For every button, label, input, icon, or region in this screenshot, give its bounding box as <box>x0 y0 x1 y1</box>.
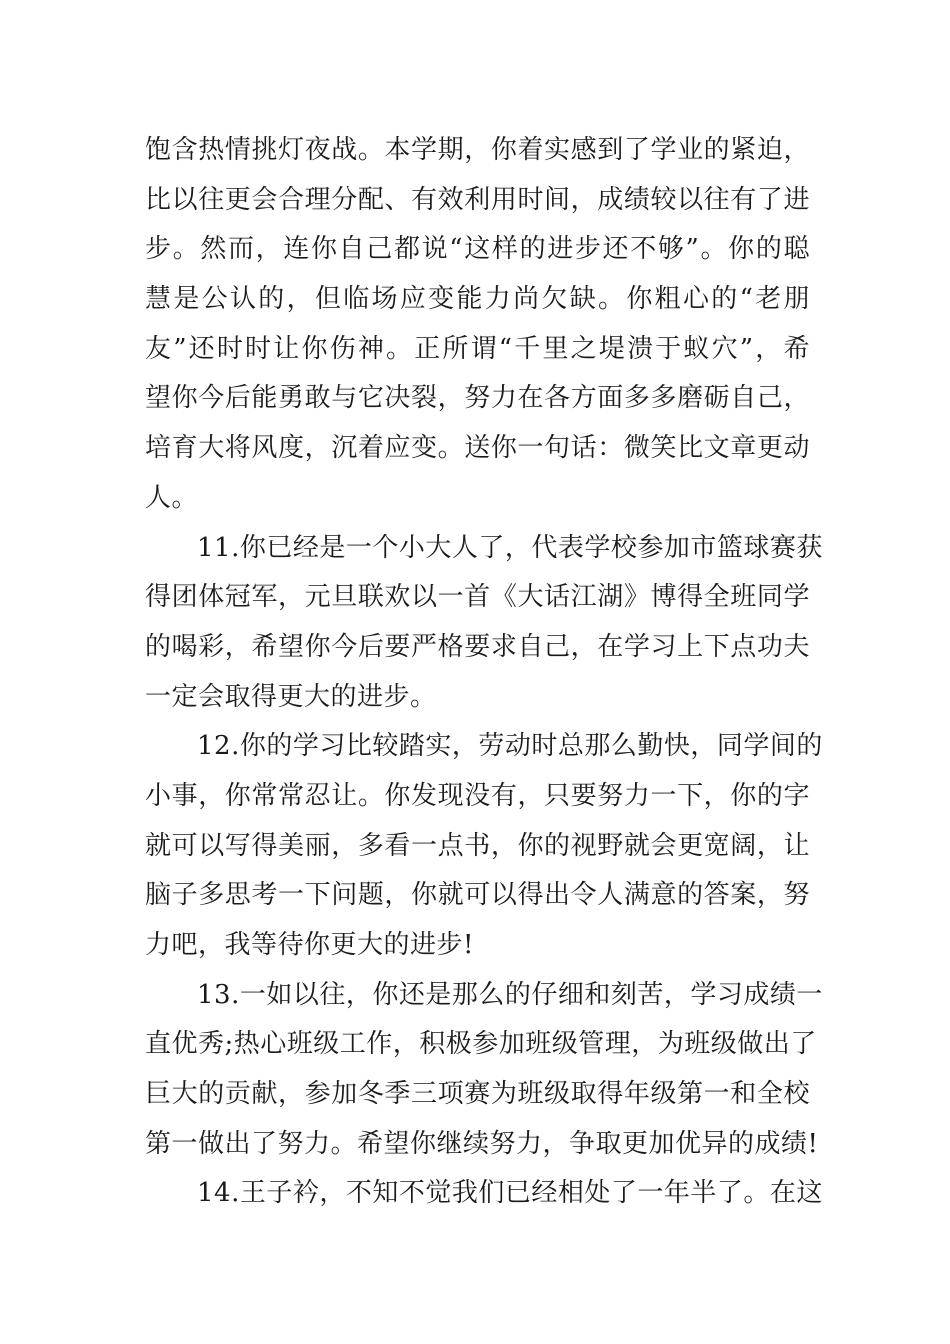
text-line: 友”还时时让你伤神。正所谓“千里之堤溃于蚁穴”，希 <box>145 333 810 364</box>
text-line: 的喝彩，希望你今后要严格要求自己，在学习上下点功夫 <box>145 631 810 662</box>
text-line: 慧是公认的，但临场应变能力尚欠缺。你粗心的“老朋 <box>145 284 810 315</box>
text-line: 培育大将风度，沉着应变。送你一句话：微笑比文章更动 <box>145 433 810 464</box>
text-line: 一定会取得更大的进步。 <box>145 681 437 712</box>
text-line: 直优秀;热心班级工作，积极参加班级管理，为班级做出了 <box>145 1029 817 1060</box>
text-line: 饱含热情挑灯夜战。本学期，你着实感到了学业的紧迫， <box>145 135 810 165</box>
paragraph-14-start: 14.王子衿，不知不觉我们已经相处了一年半了。在这 <box>197 1178 823 1209</box>
text-line: 步。然而，连你自己都说“这样的进步还不够”。你的聪 <box>145 234 810 265</box>
text-line: 就可以写得美丽，多看一点书，你的视野就会更宽阔，让 <box>145 830 810 861</box>
paragraph-13-start: 13.一如以往，你还是那么的仔细和刻苦，学习成绩一 <box>197 979 823 1010</box>
text-line: 巨大的贡献，参加冬季三项赛为班级取得年级第一和全校 <box>145 1079 810 1110</box>
document-body-text <box>145 126 823 1219</box>
text-line: 第一做出了努力。希望你继续努力，争取更加优异的成绩! <box>145 1128 819 1159</box>
paragraph-12-start: 12.你的学习比较踏实，劳动时总那么勤快，同学间的 <box>197 731 823 762</box>
text-line: 望你今后能勇敢与它决裂，努力在各方面多多磨砺自己， <box>145 383 810 414</box>
text-line: 比以往更会合理分配、有效利用时间，成绩较以往有了进 <box>145 184 810 215</box>
text-line: 小事，你常常忍让。你发现没有，只要努力一下，你的字 <box>145 780 810 811</box>
paragraph-11-start: 11.你已经是一个小大人了，代表学校参加市篮球赛获 <box>197 532 823 563</box>
text-line: 力吧，我等待你更大的进步! <box>145 930 474 960</box>
text-line: 得团体冠军，元旦联欢以一首《大话江湖》博得全班同学 <box>145 582 810 613</box>
text-line: 脑子多思考一下问题，你就可以得出令人满意的答案，努 <box>145 880 810 911</box>
text-line: 人。 <box>145 482 199 513</box>
